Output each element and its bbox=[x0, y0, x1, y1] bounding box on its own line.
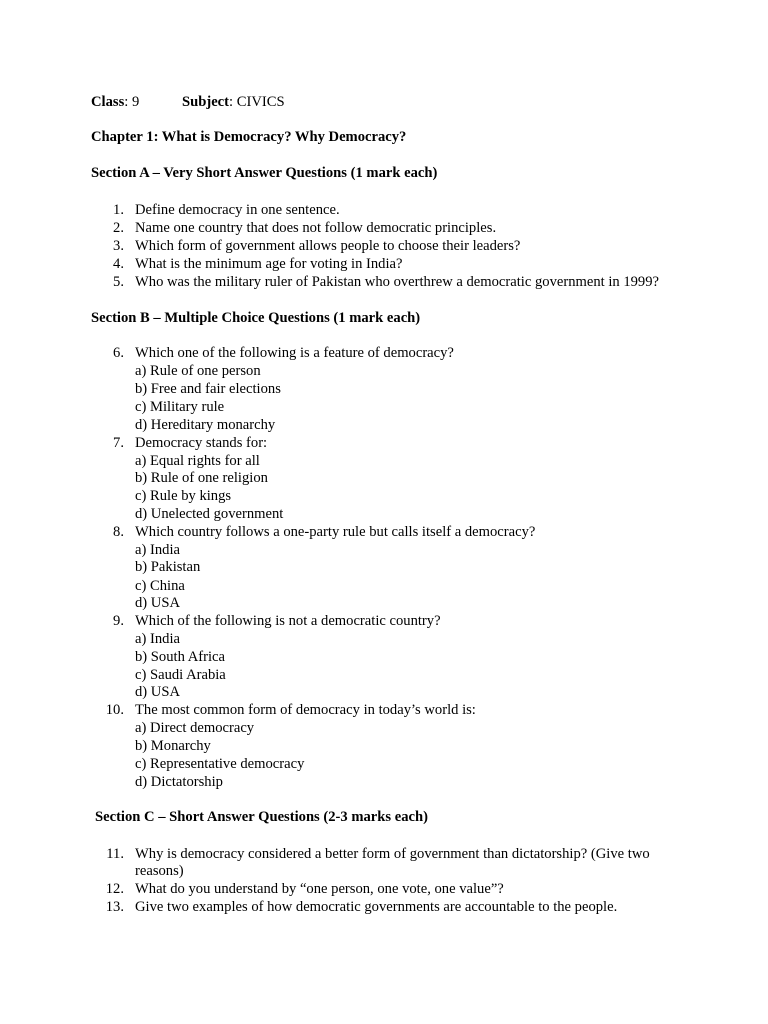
question-1 bbox=[0, 201, 768, 219]
question-text: What do you understand by “one person, one vote, one value”? bbox=[135, 881, 504, 897]
option-c: c) Representative democracy bbox=[135, 756, 305, 772]
subject-label: Subject bbox=[182, 94, 230, 110]
class-subject-line bbox=[91, 93, 285, 111]
option-d: d) USA bbox=[135, 595, 180, 611]
option-b: b) Pakistan bbox=[135, 559, 201, 575]
question-text-continuation: reasons) bbox=[135, 863, 184, 879]
option-c: c) Rule by kings bbox=[135, 488, 232, 504]
question-number: 12. bbox=[105, 881, 124, 897]
question-text: Give two examples of how democratic governments are accountable to the people. bbox=[135, 899, 618, 915]
option-c: c) Saudi Arabia bbox=[135, 667, 226, 683]
option-a: a) India bbox=[135, 542, 180, 558]
question-6 bbox=[0, 344, 768, 362]
option-b: b) Rule of one religion bbox=[135, 470, 268, 486]
option-a: a) India bbox=[135, 631, 180, 647]
chapter-title: Chapter 1: What is Democracy? Why Democracy? bbox=[91, 129, 407, 145]
question-number: 3. bbox=[113, 238, 124, 254]
question-text: Why is democracy considered a better form of government than dictatorship? (Give two bbox=[135, 846, 650, 862]
question-number: 7. bbox=[113, 435, 124, 451]
option-d: d) Dictatorship bbox=[135, 774, 223, 790]
question-text: Democracy stands for: bbox=[135, 435, 268, 451]
option-a: a) Direct democracy bbox=[135, 720, 255, 736]
question-number: 9. bbox=[113, 613, 124, 629]
option-d: d) Unelected government bbox=[135, 506, 284, 522]
question-text: Which one of the following is a feature of democracy? bbox=[135, 345, 454, 361]
question-number: 5. bbox=[113, 274, 124, 290]
question-text: Who was the military ruler of Pakistan who overthrew a democratic government in 1999? bbox=[135, 274, 659, 290]
question-12 bbox=[0, 880, 768, 898]
question-number: 2. bbox=[113, 220, 124, 236]
subject-part bbox=[182, 93, 285, 111]
question-text: Name one country that does not follow democratic principles. bbox=[135, 220, 497, 236]
question-2 bbox=[0, 219, 768, 237]
question-11 bbox=[0, 845, 768, 863]
question-7 bbox=[0, 434, 768, 452]
question-10 bbox=[0, 701, 768, 719]
option-b: b) South Africa bbox=[135, 649, 225, 665]
option-d: d) Hereditary monarchy bbox=[135, 417, 276, 433]
question-8 bbox=[0, 523, 768, 541]
option-b: b) Monarchy bbox=[135, 738, 211, 754]
option-c: c) Military rule bbox=[135, 399, 225, 415]
question-text: Which of the following is not a democratic country? bbox=[135, 613, 441, 629]
question-text: Define democracy in one sentence. bbox=[135, 202, 340, 218]
subject-value: : CIVICS bbox=[229, 94, 285, 110]
question-text: Which country follows a one-party rule but calls itself a democracy? bbox=[135, 524, 536, 540]
question-5 bbox=[0, 273, 768, 291]
option-d: d) USA bbox=[135, 684, 180, 700]
question-number: 4. bbox=[113, 256, 124, 272]
class-value: : 9 bbox=[124, 94, 140, 110]
question-number: 1. bbox=[113, 202, 124, 218]
option-a: a) Equal rights for all bbox=[135, 453, 260, 469]
question-9 bbox=[0, 612, 768, 630]
question-text: What is the minimum age for voting in India? bbox=[135, 256, 403, 272]
question-4 bbox=[0, 255, 768, 273]
question-3 bbox=[0, 237, 768, 255]
question-text: The most common form of democracy in today’s world is: bbox=[135, 702, 476, 718]
question-number: 8. bbox=[113, 524, 124, 540]
option-c: c) China bbox=[135, 578, 185, 594]
question-13 bbox=[0, 898, 768, 916]
question-number: 11. bbox=[106, 846, 124, 862]
class-label: Class bbox=[91, 94, 125, 110]
section-c-title: Section C – Short Answer Questions (2-3 marks each) bbox=[95, 809, 428, 825]
option-b: b) Free and fair elections bbox=[135, 381, 281, 397]
question-number: 10. bbox=[105, 702, 124, 718]
option-a: a) Rule of one person bbox=[135, 363, 261, 379]
question-text: Which form of government allows people to choose their leaders? bbox=[135, 238, 521, 254]
section-b-title: Section B – Multiple Choice Questions (1 mark each) bbox=[91, 310, 421, 326]
question-number: 6. bbox=[113, 345, 124, 361]
section-a-title: Section A – Very Short Answer Questions (1 mark each) bbox=[91, 165, 438, 181]
question-number: 13. bbox=[105, 899, 124, 915]
